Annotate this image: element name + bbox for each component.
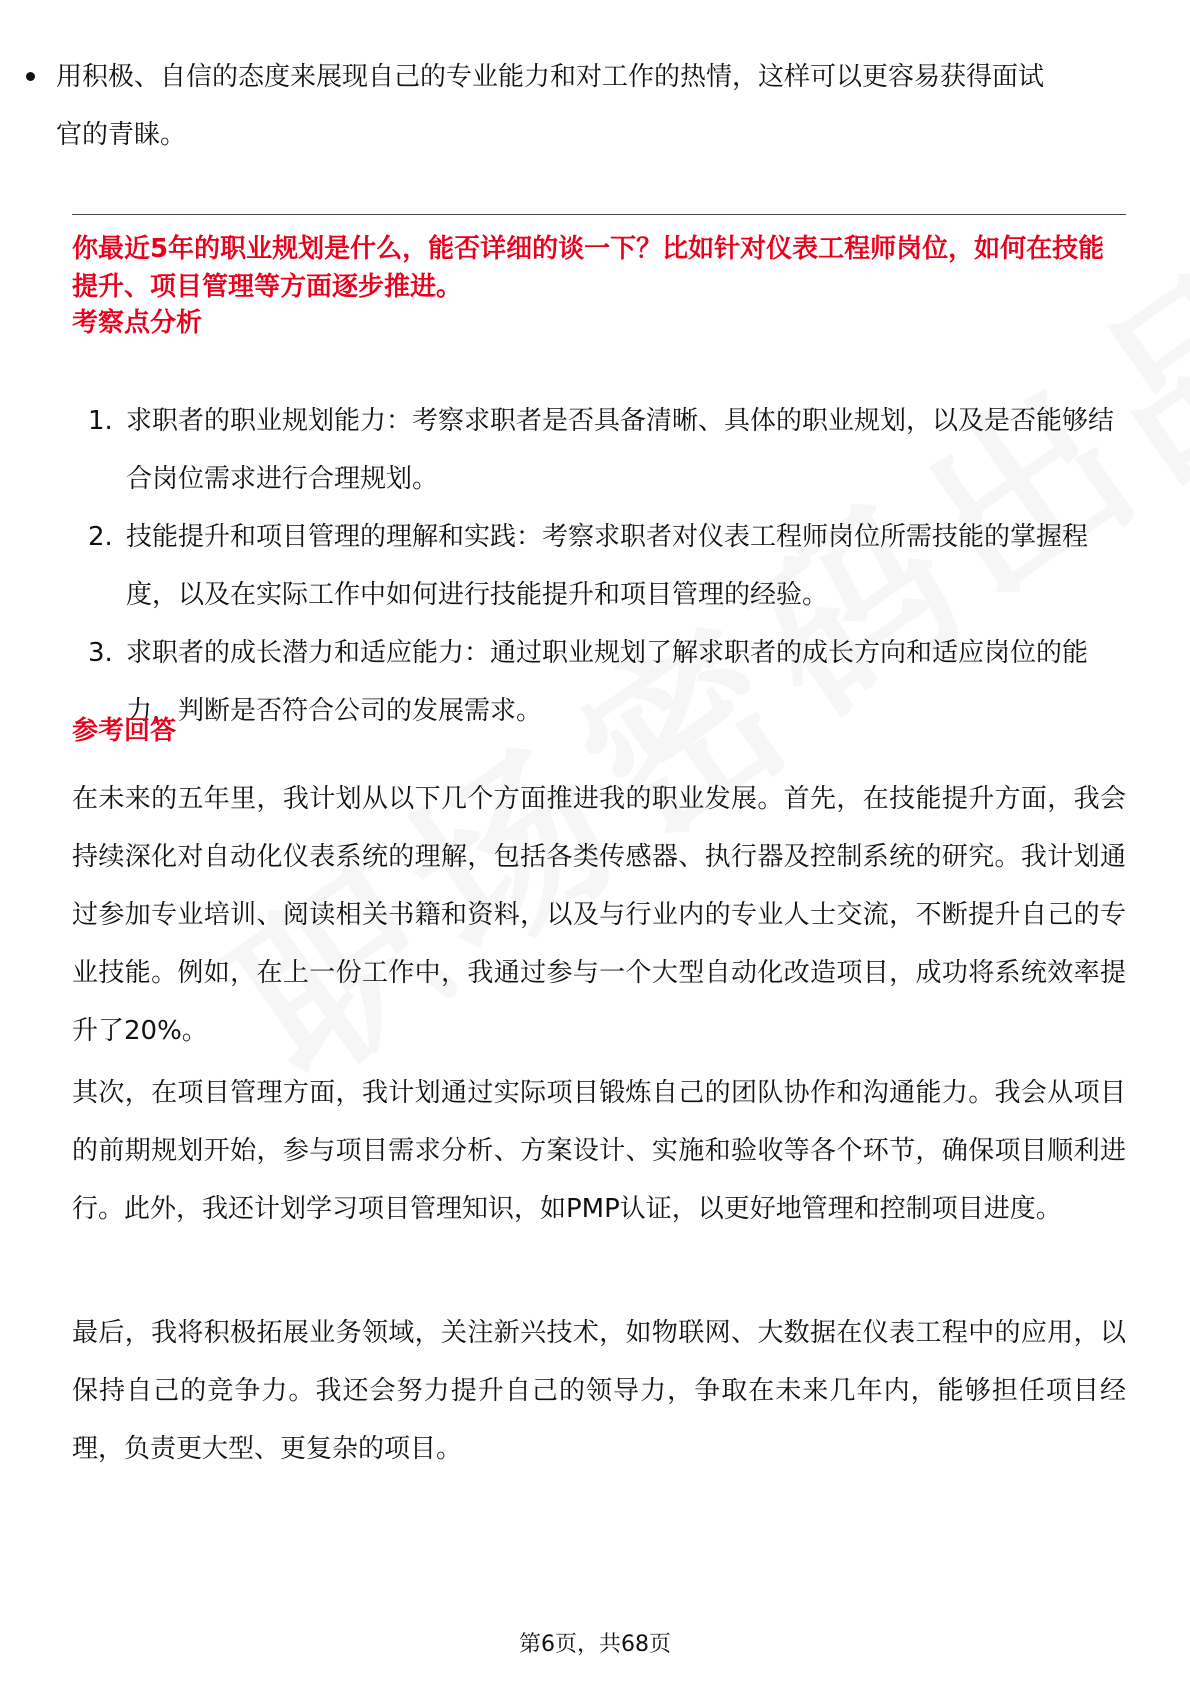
list-item-number: 2. <box>88 522 113 552</box>
divider <box>72 214 1126 215</box>
question-heading: 你最近5年的职业规划是什么，能否详细的谈一下？比如针对仪表工程师岗位，如何在技能提升、项目管理等方面逐步推进。 <box>72 234 1105 302</box>
answer-paragraph: 最后，我将积极拓展业务领域，关注新兴技术，如物联网、大数据在仪表工程中的应用，以保持自己的竞争力。我还会努力提升自己的领导力，争取在未来几年内，能够担任项目经理，负责更大型、更复杂的项目。 <box>72 1318 1126 1464</box>
list-item-text: 求职者的成长潜力和适应能力：通过职业规划了解求职者的成长方向和适应岗位的能力，判断是否符合公司的发展需求。 <box>126 638 1089 726</box>
list-item <box>72 508 1126 624</box>
analysis-list <box>72 392 1126 740</box>
list-item <box>72 392 1126 508</box>
bullet-dot-icon <box>26 72 35 81</box>
list-item <box>72 624 1126 740</box>
answer-paragraph: 在未来的五年里，我计划从以下几个方面推进我的职业发展。首先，在技能提升方面，我会持续深化对自动化仪表系统的理解，包括各类传感器、执行器及控制系统的研究。我计划通过参加专业培训、阅读相关书籍和资料，以及与行业内的专业人士交流，不断提升自己的专业技能。例如，在上一份工作中，我通过参与一个大型自动化改造项目，成功将系统效率提升了20%。 <box>72 784 1126 1046</box>
list-item-text: 求职者的职业规划能力：考察求职者是否具备清晰、具体的职业规划，以及是否能够结合岗位需求进行合理规划。 <box>126 406 1115 494</box>
bullet-text: 用积极、自信的态度来展现自己的专业能力和对工作的热情，这样可以更容易获得面试官的青睐。 <box>56 62 1045 150</box>
list-item-text: 技能提升和项目管理的理解和实践：考察求职者对仪表工程师岗位所需技能的掌握程度，以及在实际工作中如何进行技能提升和项目管理的经验。 <box>126 522 1089 610</box>
bullet-item <box>56 48 1056 164</box>
answer-title: 参考回答 <box>72 716 177 746</box>
analysis-title: 考察点分析 <box>72 308 203 338</box>
page-number: 第6页，共68页 <box>519 1632 671 1657</box>
answer-paragraph: 其次，在项目管理方面，我计划通过实际项目锻炼自己的团队协作和沟通能力。我会从项目的前期规划开始，参与项目需求分析、方案设计、实施和验收等各个环节，确保项目顺利进行。此外，我还计划学习项目管理知识，如PMP认证，以更好地管理和控制项目进度。 <box>72 1078 1126 1224</box>
list-item-number: 1. <box>88 406 113 436</box>
list-item-number: 3. <box>88 638 113 668</box>
